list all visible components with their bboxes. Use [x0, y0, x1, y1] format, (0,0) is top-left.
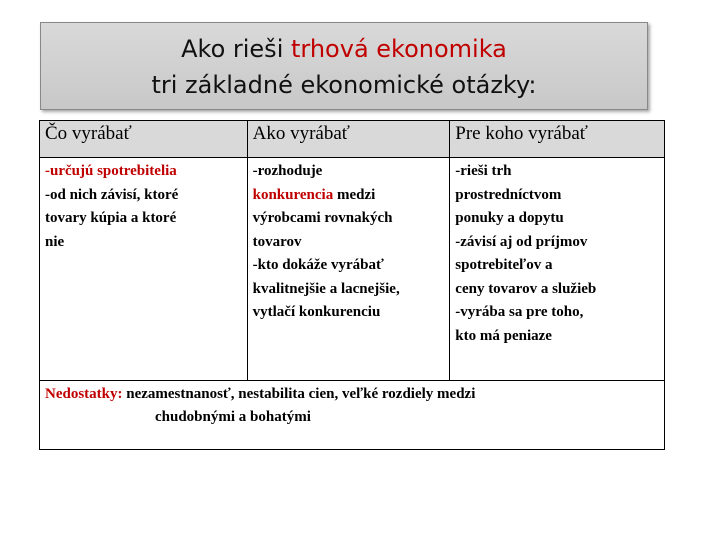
- text-fragment: medzi: [333, 186, 376, 203]
- cell-ako-vyrabat: [247, 158, 450, 381]
- text-line: spotrebiteľov a: [455, 257, 553, 273]
- footer-label: Nedostatky:: [45, 386, 123, 402]
- text-line: -vyrába sa pre toho,: [455, 304, 584, 320]
- title-line-1: [41, 31, 647, 67]
- text-line: tovary kúpia a ktoré: [45, 210, 177, 226]
- footer-text-continued: chudobnými a bohatými: [155, 409, 311, 425]
- comparison-table: [39, 120, 665, 450]
- text-line: -rozhoduje: [252, 163, 323, 179]
- highlight-konkurencia: konkurencia: [252, 186, 334, 203]
- footer-cell: [40, 381, 665, 450]
- text-line: kvalitnejšie a lacnejšie,: [252, 280, 400, 297]
- header-pre-koho-vyrabat: Pre koho vyrábať: [450, 121, 665, 158]
- title-prefix: Ako rieši: [181, 35, 291, 63]
- table-footer-row: [40, 381, 665, 450]
- header-co-vyrabat: Čo vyrábať: [40, 121, 248, 158]
- text-line: kto má peniaze: [455, 327, 552, 344]
- cell-co-vyrabat: [40, 158, 248, 381]
- table-header-row: [40, 121, 665, 158]
- text-line: nie: [45, 233, 65, 250]
- text-line: vytlačí konkurenciu: [252, 304, 381, 320]
- text-line: prostredníctvom: [455, 186, 562, 203]
- header-ako-vyrabat: Ako vyrábať: [247, 121, 450, 158]
- text-line: -rieši trh: [455, 163, 512, 179]
- text-line: ponuky a dopytu: [455, 210, 564, 226]
- slide-title: [40, 22, 648, 110]
- text-line: -kto dokáže vyrábať: [252, 257, 384, 273]
- title-line-2: tri základné ekonomické otázky:: [151, 71, 537, 99]
- text-line: -určujú spotrebitelia: [45, 163, 177, 179]
- text-line: výrobcami rovnakých: [252, 210, 393, 226]
- text-line: -závisí aj od príjmov: [455, 233, 588, 250]
- text-line: ceny tovarov a služieb: [455, 280, 597, 297]
- title-highlight: trhová ekonomika: [290, 35, 507, 63]
- text-line: -od nich závisí, ktoré: [45, 186, 179, 203]
- table-body-row: [40, 158, 665, 381]
- text-line: [253, 184, 445, 208]
- text-line: tovarov: [252, 233, 302, 250]
- cell-pre-koho-vyrabat: [450, 158, 665, 381]
- footer-text: nezamestnanosť, nestabilita cien, veľké rozdiely medzi: [122, 386, 476, 402]
